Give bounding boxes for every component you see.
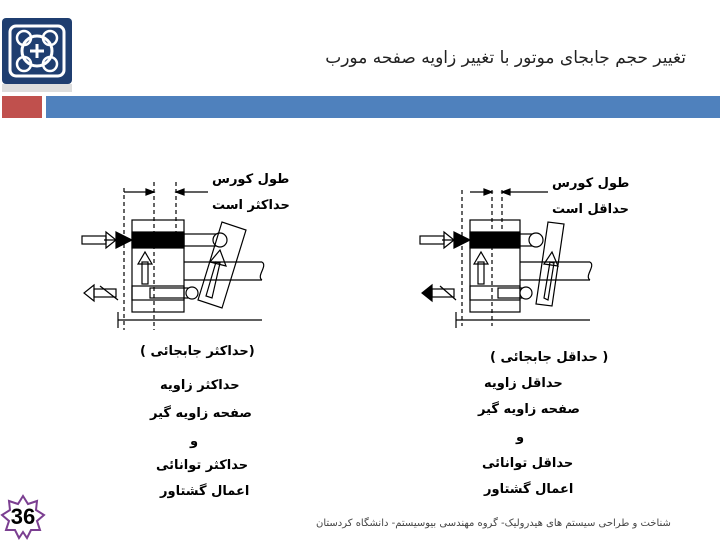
right-power-label: حداقل توانائی bbox=[482, 456, 574, 471]
right-and-label: و bbox=[516, 430, 525, 445]
left-and-label: و bbox=[190, 434, 199, 449]
left-angle-line-2: صفحه زاویه گیر bbox=[150, 406, 252, 421]
right-angle-line-2: صفحه زاویه گیر bbox=[478, 402, 580, 417]
left-angle-line-1: حداکثر زاویه bbox=[160, 378, 240, 393]
right-displacement-label: ( حداقل جابجائی ) bbox=[490, 350, 609, 365]
right-torque-label: اعمال گشتاور bbox=[484, 482, 574, 497]
left-stroke-label: طول کورس bbox=[212, 172, 290, 187]
left-displacement-label: (حداکثر جابجائی ) bbox=[140, 344, 255, 359]
slide-footer: شناخت و طراحی سیستم های هیدرولیک- گروه مهندسی بیوسیستم- دانشگاه کردستان bbox=[316, 518, 671, 529]
right-outlet-arrow-icon bbox=[422, 285, 454, 301]
right-angle-line-1: حداقل زاویه bbox=[484, 376, 563, 391]
left-stroke-sub-label: حداکثر است bbox=[212, 198, 290, 213]
left-outlet-arrow-icon bbox=[84, 285, 116, 301]
left-torque-label: اعمال گشتاور bbox=[160, 484, 250, 499]
page-number: 36 bbox=[10, 504, 36, 529]
right-flow-up-arrow-icon bbox=[474, 252, 488, 284]
right-stroke-label: طول کورس bbox=[552, 176, 630, 191]
left-power-label: حداکثر توانائی bbox=[156, 458, 249, 473]
right-stroke-sub-label: حداقل است bbox=[552, 202, 629, 217]
left-flow-up-arrow-icon bbox=[138, 252, 152, 284]
slide-title: تغییر حجم جابجای موتور با تغییر زاویه صفحه مورب bbox=[325, 48, 686, 68]
